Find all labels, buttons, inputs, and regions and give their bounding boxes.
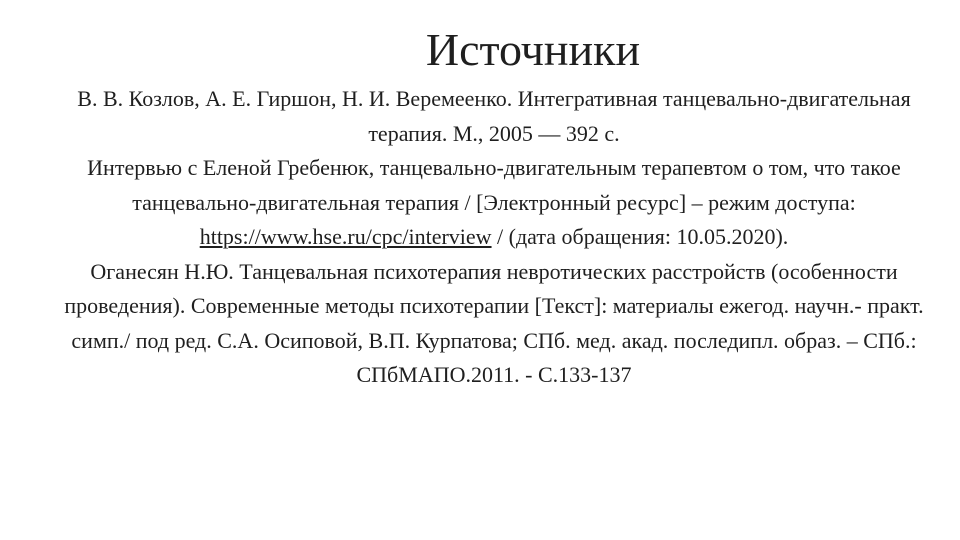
references-list — [55, 82, 933, 393]
reference-2-text: Интервью с Еленой Гребенюк, танцевально-двигательным терапевтом о том, что такое танцевально-двигательная терапия / [Электронный ресурс] – режим доступа: — [87, 155, 901, 215]
reference-2-date: / (дата обращения: 10.05.2020). — [491, 224, 789, 249]
reference-item-2 — [55, 151, 933, 255]
reference-2-link[interactable]: https://www.hse.ru/cpc/interview — [199, 224, 492, 249]
reference-item-3: Оганесян Н.Ю. Танцевальная психотерапия невротических расстройств (особенности проведения). Современные методы психотерапии [Текст]: материалы ежегод. научн.- практ. симп./ под ред. С.А. Осиповой, В.П. Курпатова; СПб. мед. акад. последипл. образ. – СПб.: СПбМАПО.2011. - С.133-137 — [64, 258, 924, 387]
reference-item-1: В. В. Козлов, А. Е. Гиршон, Н. И. Веремеенко. Интегративная танцевально-двигательная терапия. М., 2005 — 392 с. — [77, 86, 911, 146]
slide-title: Источники — [425, 24, 641, 75]
